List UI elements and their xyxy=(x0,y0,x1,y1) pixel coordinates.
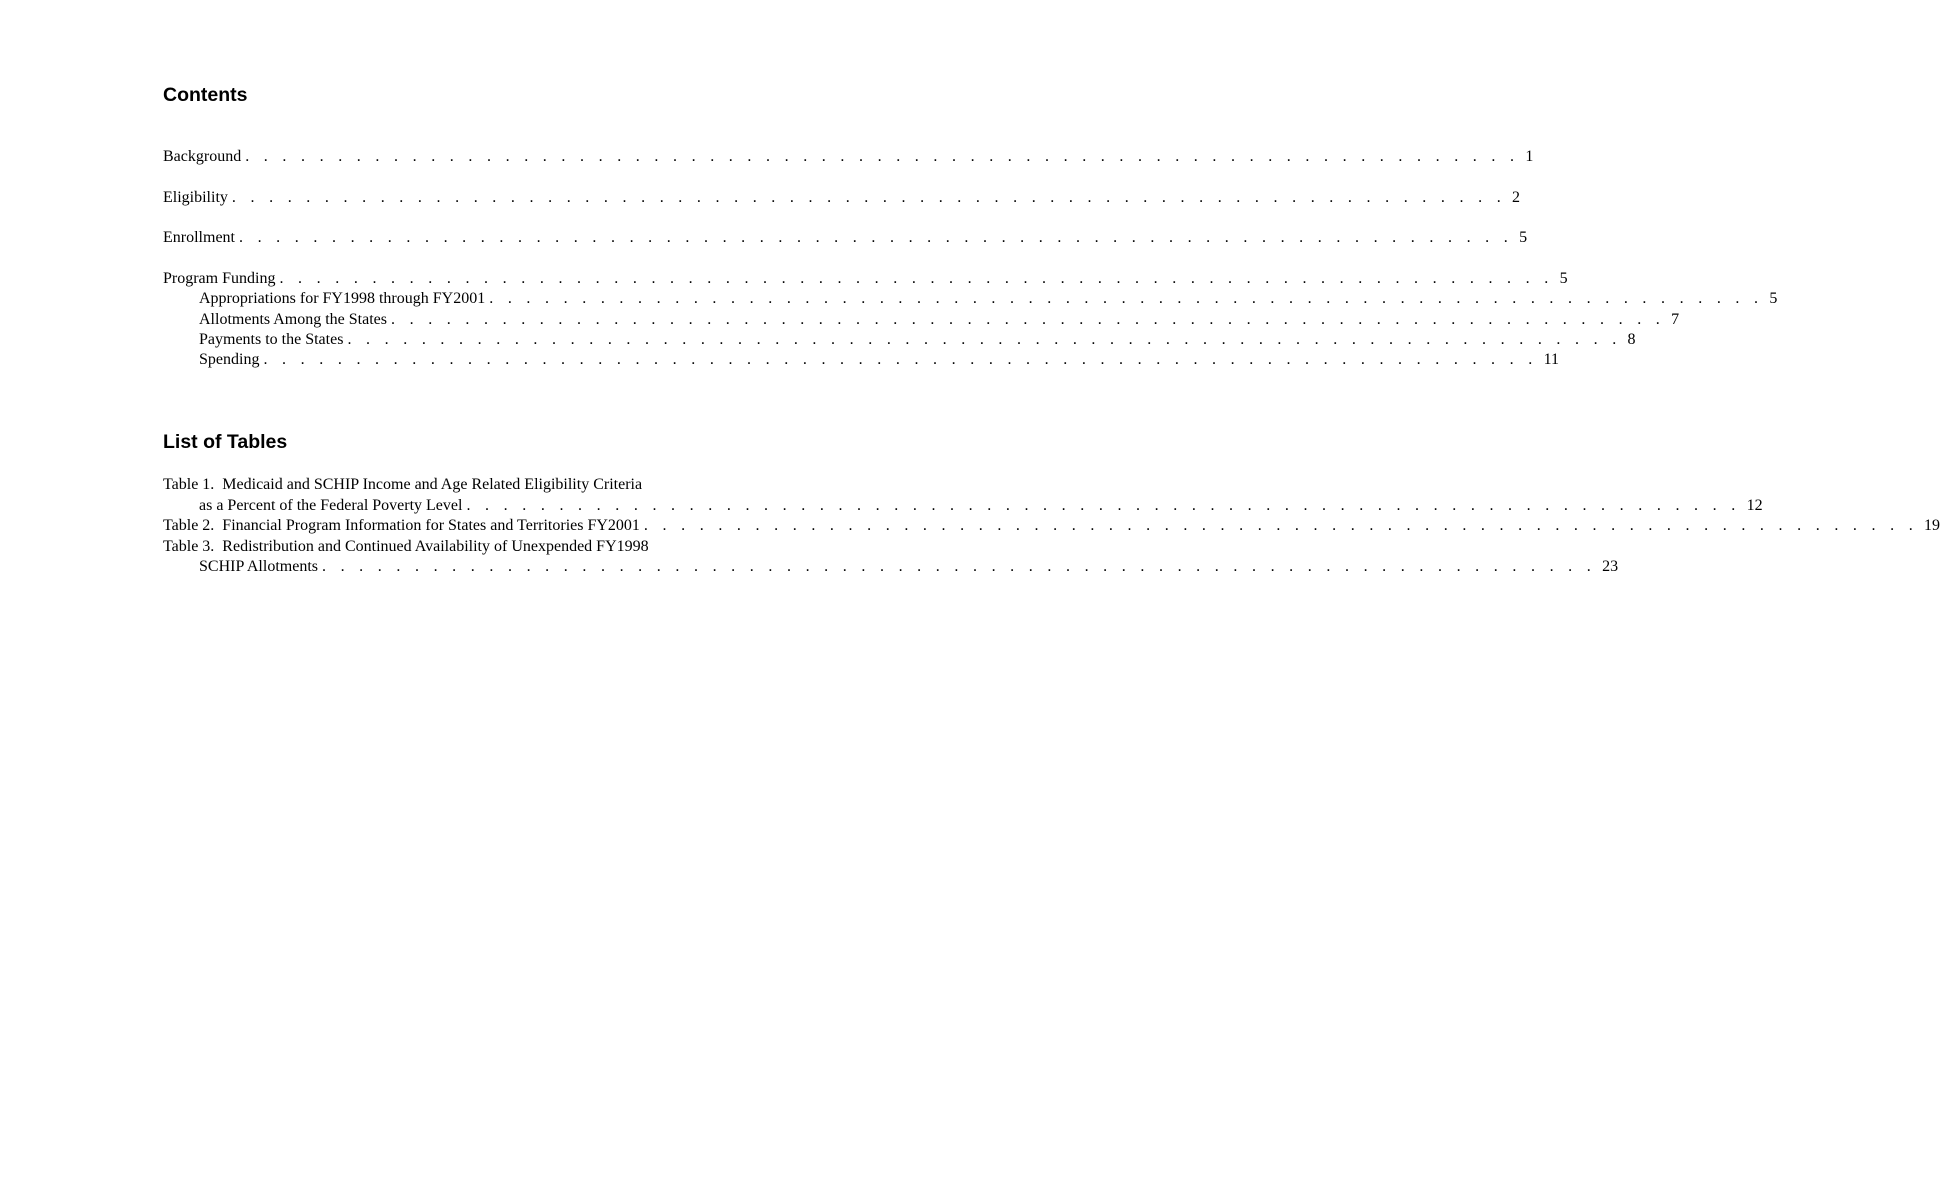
toc-entry-program-funding[interactable] xyxy=(163,269,1568,289)
table-entry-2[interactable] xyxy=(163,516,1940,536)
table-entry-label-continued: as a Percent of the Federal Poverty Level xyxy=(199,497,463,514)
toc-page-number: 2 xyxy=(1512,189,1520,206)
dot-leader: . . . . . . . . . . . . . . . . . . . . . . . . . . . . . . . . . . . . . . . . . . . . . . . . . . . . . . . . . . . . . . . . . . . . . xyxy=(263,351,1538,368)
toc-entry-label: Enrollment xyxy=(163,229,235,246)
toc-entry-enrollment[interactable] xyxy=(163,228,1528,248)
dot-leader: . . . . . . . . . . . . . . . . . . . . . . . . . . . . . . . . . . . . . . . . . . . . . . . . . . . . . . . . . . . . . . . . . . . . . xyxy=(643,517,1919,534)
toc-entry-label: Program Funding xyxy=(163,270,276,287)
table-page-number: 12 xyxy=(1746,497,1763,514)
toc-entry-eligibility[interactable] xyxy=(163,188,1520,208)
toc-page-number: 7 xyxy=(1671,311,1680,328)
table-entry-3-title[interactable] xyxy=(163,537,723,557)
toc-entry-background[interactable] xyxy=(163,147,1534,167)
list-of-tables-heading: List of Tables xyxy=(163,431,288,453)
toc-entry-label: Payments to the States xyxy=(199,331,344,348)
table-entry-1-continuation[interactable] xyxy=(199,496,1763,516)
toc-entry-label: Appropriations for FY1998 through FY2001 xyxy=(199,290,486,307)
dot-leader: . . . . . . . . . . . . . . . . . . . . . . . . . . . . . . . . . . . . . . . . . . . . . . . . . . . . . . . . . . . . . . . . . . . . . xyxy=(238,229,1514,246)
table-entry-label-continued: SCHIP Allotments xyxy=(199,558,318,575)
dot-leader: . . . . . . . . . . . . . . . . . . . . . . . . . . . . . . . . . . . . . . . . . . . . . . . . . . . . . . . . . . . . . . . . . . . . . xyxy=(245,148,1520,165)
toc-entry-label: Spending xyxy=(199,351,260,368)
dot-leader: . . . . . . . . . . . . . . . . . . . . . . . . . . . . . . . . . . . . . . . . . . . . . . . . . . . . . . . . . . . . . . . . . . . . . xyxy=(231,189,1506,206)
table-entry-label: Table 3. Redistribution and Continued Availability of Unexpended FY1998 xyxy=(163,538,649,555)
toc-entry-label: Eligibility xyxy=(163,189,228,206)
table-entry-3-continuation[interactable] xyxy=(199,557,1619,577)
table-entry-label: Table 1. Medicaid and SCHIP Income and Age Related Eligibility Criteria xyxy=(163,476,643,493)
table-page-number: 19 xyxy=(1924,517,1940,534)
dot-leader: . . . . . . . . . . . . . . . . . . . . . . . . . . . . . . . . . . . . . . . . . . . . . . . . . . . . . . . . . . . . . . . . . . . . . xyxy=(489,290,1764,307)
toc-page-number: 8 xyxy=(1627,331,1636,348)
toc-page-number: 5 xyxy=(1769,290,1778,307)
table-page-number: 23 xyxy=(1602,558,1619,575)
toc-entry-appropriations[interactable] xyxy=(199,289,1778,309)
dot-leader: . . . . . . . . . . . . . . . . . . . . . . . . . . . . . . . . . . . . . . . . . . . . . . . . . . . . . . . . . . . . . . . . . . . . . xyxy=(279,270,1554,287)
table-entry-label: Table 2. Financial Program Information for States and Territories FY2001 xyxy=(163,517,640,534)
dot-leader: . . . . . . . . . . . . . . . . . . . . . . . . . . . . . . . . . . . . . . . . . . . . . . . . . . . . . . . . . . . . . . . . . . . . . xyxy=(391,311,1666,328)
toc-entry-spending[interactable] xyxy=(199,350,1559,370)
toc-entry-payments[interactable] xyxy=(199,330,1636,350)
dot-leader: . . . . . . . . . . . . . . . . . . . . . . . . . . . . . . . . . . . . . . . . . . . . . . . . . . . . . . . . . . . . . . . . . . . . . xyxy=(466,497,1741,514)
toc-page-number: 11 xyxy=(1543,351,1559,368)
toc-entry-label: Allotments Among the States xyxy=(199,311,387,328)
table-entry-1-title[interactable] xyxy=(163,475,723,495)
toc-entry-label: Background xyxy=(163,148,242,165)
toc-page-number: 5 xyxy=(1559,270,1568,287)
toc-entry-allotments[interactable] xyxy=(199,310,1680,330)
contents-heading: Contents xyxy=(163,84,248,106)
toc-page-number: 1 xyxy=(1525,148,1534,165)
toc-page-number: 5 xyxy=(1519,229,1528,246)
dot-leader: . . . . . . . . . . . . . . . . . . . . . . . . . . . . . . . . . . . . . . . . . . . . . . . . . . . . . . . . . . . . . . . . . . . . . xyxy=(347,331,1622,348)
dot-leader: . . . . . . . . . . . . . . . . . . . . . . . . . . . . . . . . . . . . . . . . . . . . . . . . . . . . . . . . . . . . . . . . . . . . . xyxy=(321,558,1597,575)
